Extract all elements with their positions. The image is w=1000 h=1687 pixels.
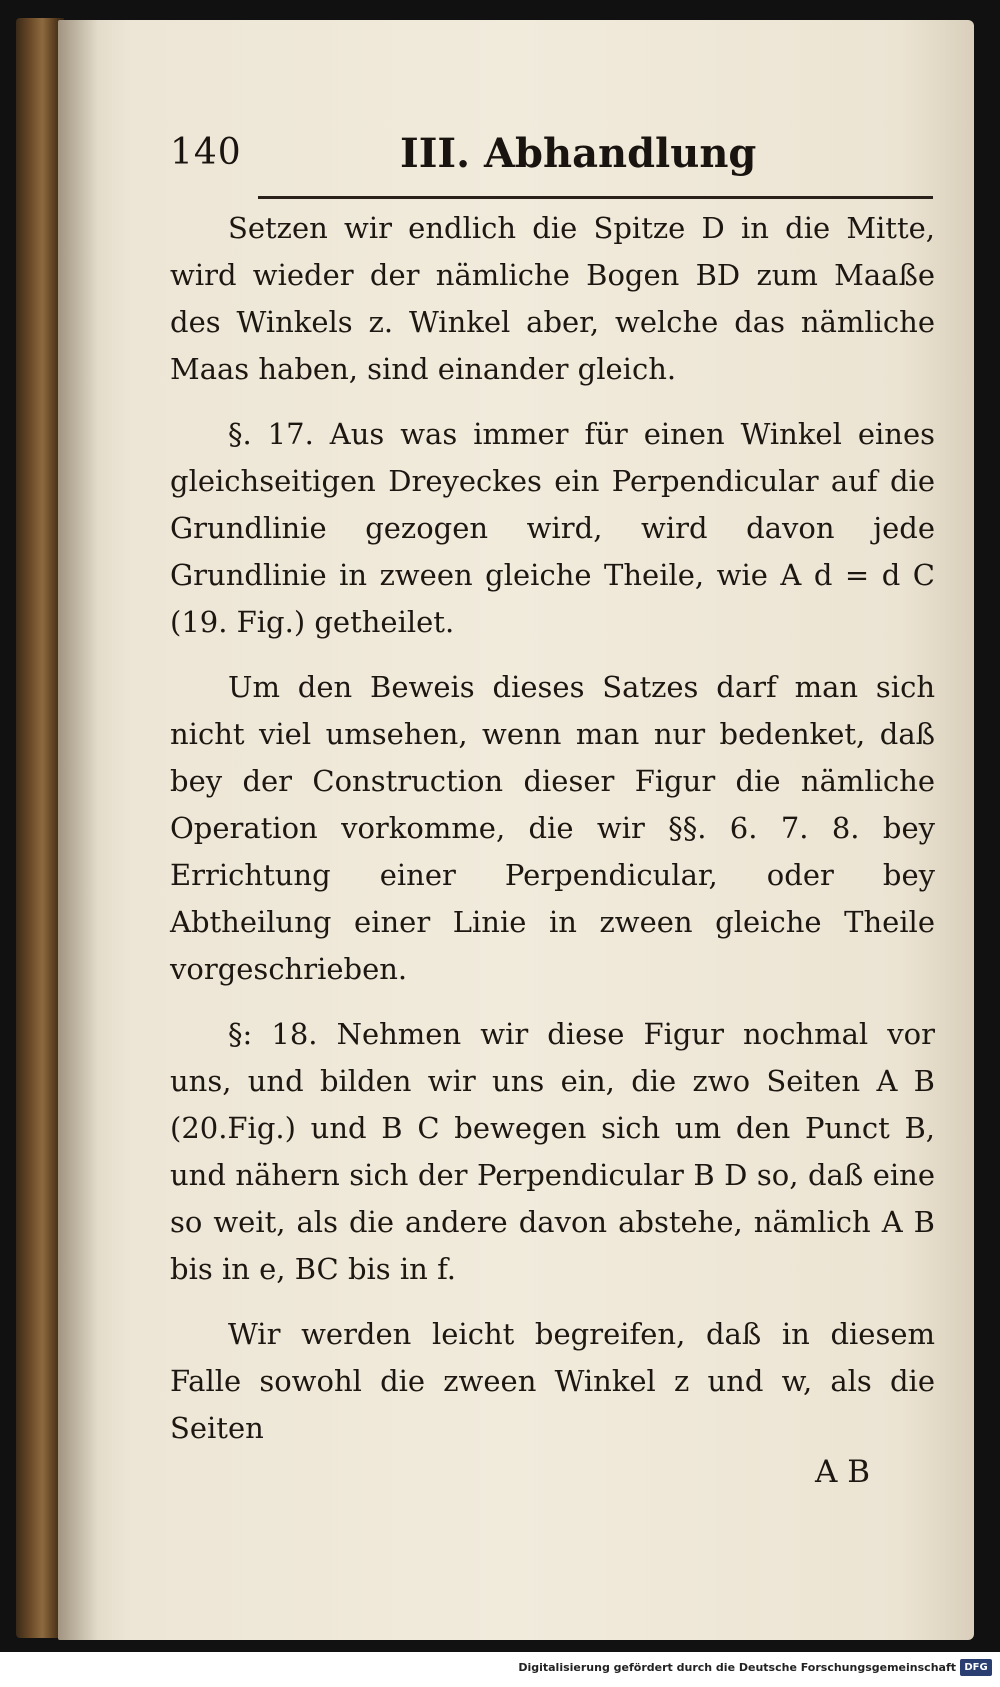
paragraph: Wir werden leicht begreifen, daß in diesem Falle sowohl die zween Winkel z und w, als die Seiten (170, 1317, 935, 1445)
page-number: 140 (170, 132, 242, 173)
paragraph: Um den Beweis dieses Satzes darf man sich nicht viel umsehen, wenn man nur bedenket, daß bey der Construction dieser Figur die nämliche Operation vorkomme, die wir §§. 6. 7. 8. bey Errichtung einer Perpendicular, oder bey Abtheilung einer Linie in zween gleiche Theile vorgeschrieben. (170, 670, 935, 986)
body-text (170, 205, 935, 1452)
paragraph: Setzen wir endlich die Spitze D in die Mitte, wird wieder der nämliche Bogen BD zum Maaße des Winkels z. Winkel aber, welche das nämliche Maas haben, sind einander gleich. (170, 211, 935, 386)
paragraph-section-17: §. 17. Aus was immer für einen Winkel eines gleichseitigen Dreyeckes ein Perpendicular auf die Grundlinie gezogen wird, wird davon jede Grundlinie in zween gleiche Theile, wie A d = d C (19. Fig.) getheilet. (170, 417, 935, 639)
digitization-footer (0, 1652, 1000, 1687)
running-title: III. Abhandlung (400, 130, 757, 177)
header-rule (258, 196, 933, 199)
book-spine-edge (16, 18, 64, 1638)
dfg-logo-icon: DFG (960, 1659, 992, 1676)
paragraph-section-18: §: 18. Nehmen wir diese Figur nochmal vor uns, und bilden wir uns ein, die zwo Seiten A B (20.Fig.) und B C bewegen sich um den Punct B, und nähern sich der Perpendicular B D so, daß eine so weit, als die andere davon abstehe, nämlich A B bis in e, BC bis in f. (170, 1017, 935, 1286)
funding-credit: Digitalisierung gefördert durch die Deutsche Forschungsgemeinschaft (518, 1661, 956, 1674)
gutter-shadow (58, 20, 98, 1640)
catchword: A B (815, 1454, 871, 1490)
page-header (170, 130, 930, 190)
